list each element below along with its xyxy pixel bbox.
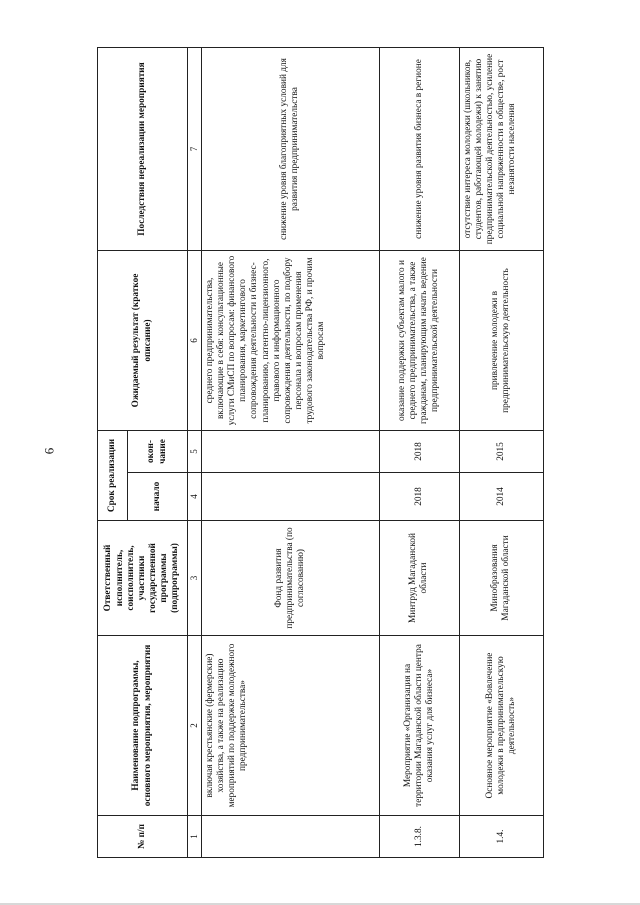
row-name: Основное мероприятие «Вовлечение молодежи в предпринимательскую деятельность» (459, 636, 543, 816)
row-number: 1.3.8. (379, 816, 459, 858)
row-start: 2014 (459, 473, 543, 521)
row-executor: Минобразования Магаданской области (459, 521, 543, 636)
page-number: 6 (41, 447, 57, 455)
header-executor: Ответственный исполнитель, соисполнитель, участники государственной программы (подпрограммы) (98, 521, 188, 636)
header-consequence: Последствия нереализации мероприятия (98, 48, 188, 251)
row-executor: Минтруд Магаданской области (379, 521, 459, 636)
col-number: 4 (188, 473, 202, 521)
row-consequence: снижение уровня благоприятных условий для развития предпринимательства (201, 48, 379, 251)
table-row (201, 48, 379, 858)
col-number: 7 (188, 48, 202, 251)
header-period: Срок реализации (98, 431, 128, 521)
row-result: оказание поддержки субъектам малого и среднего предпринимательства, а также гражданам, планирующим начать ведение предпринимательской деятельности (379, 251, 459, 431)
row-result: среднего предпринимательства, включающие в себя: консультационные услуги СМиСП по вопросам: финансового планирования, маркетингового сопровождения деятельности и бизнес-планированию, патентно-лицензионного, правового и информационного сопровождения деятельности, по подбору персонала и вопросам применения трудового законодательства РФ, и прочим вопросам (201, 251, 379, 431)
col-number: 1 (188, 816, 202, 858)
program-table (97, 47, 544, 858)
header-num: № п/п (98, 816, 188, 858)
row-start: 2018 (379, 473, 459, 521)
col-number: 6 (188, 251, 202, 431)
header-end: окон-чание (128, 431, 188, 473)
header-name: Наименование подпрограммы, основного мероприятия, мероприятия (98, 636, 188, 816)
row-consequence: снижение уровня развития бизнеса в регионе (379, 48, 459, 251)
row-start (201, 473, 379, 521)
row-end (201, 431, 379, 473)
col-number: 5 (188, 431, 202, 473)
table-row (459, 48, 543, 858)
row-number (201, 816, 379, 858)
row-end: 2018 (379, 431, 459, 473)
row-number: 1.4. (459, 816, 543, 858)
col-number: 2 (188, 636, 202, 816)
row-result: привлечение молодежи в предпринимательскую деятельность (459, 251, 543, 431)
row-name: Мероприятие «Организация на территории Магаданской области центра оказания услуг для бизнеса» (379, 636, 459, 816)
table-row (379, 48, 459, 858)
rotated-table-page (97, 48, 552, 858)
row-name: включая крестьянские (фермерские) хозяйства, а также на реализацию мероприятий по поддержке молодежного предпринимательства» (201, 636, 379, 816)
col-number: 3 (188, 521, 202, 636)
header-result: Ожидаемый результат (краткое описание) (98, 251, 188, 431)
row-end: 2015 (459, 431, 543, 473)
header-start: начало (128, 473, 188, 521)
row-consequence: отсутствие интереса молодежи (школьников, студентов, работающей молодежи) к занятию предпринимательской деятельностью, усиление социальной напряженности в обществе, рост незанятости населения (459, 48, 543, 251)
row-executor: Фонд развития предпринимательства (по согласованию) (201, 521, 379, 636)
